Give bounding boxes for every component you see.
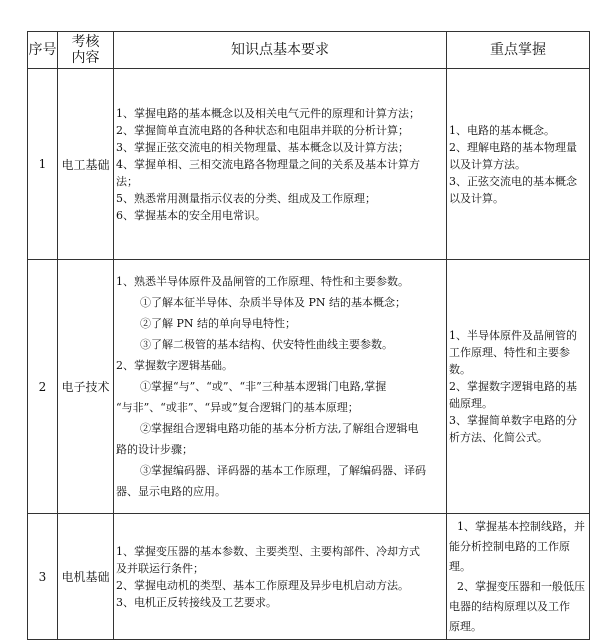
row-index: 2 [28, 260, 58, 514]
table-row [28, 260, 590, 514]
row-requirements [114, 514, 447, 640]
requirement-line: 2、掌握简单直流电路的各种状态和电阻串并联的分析计算； [116, 123, 409, 137]
key-point-line: 2、理解电路的基本物理量 [449, 140, 577, 154]
key-point-line: 3、掌握简单数字电路的分 [449, 414, 577, 427]
requirement-line: “与非”、“或非”、“异或”复合逻辑门的基本原理； [116, 401, 359, 414]
row-key-points [447, 69, 590, 260]
key-point-line: 1、掌握基本控制线路，并 [457, 519, 585, 533]
table-row [28, 69, 590, 260]
requirement-line: 4、掌握单相、三相交流电路各物理量之间的关系及基本计算方 [116, 157, 420, 171]
header-index: 序号 [28, 32, 58, 69]
requirement-line: 1、熟悉半导体原件及晶闸管的工作原理、特性和主要参数。 [116, 275, 409, 288]
exam-syllabus-table [27, 31, 590, 640]
requirement-line: 5、熟悉常用测量指示仪表的分类、组成及工作原理； [116, 191, 376, 205]
table-row [28, 514, 590, 640]
key-point-line: 2、掌握变压器和一般低压 [457, 579, 585, 593]
key-point-line: 以及计算方法。 [449, 157, 526, 171]
key-point-line: 数。 [449, 363, 471, 376]
row-index: 3 [28, 514, 58, 640]
key-point-line: 能分析控制电路的工作原 [449, 539, 570, 553]
requirement-line: 法； [116, 174, 138, 188]
row-topic: 电子技术 [58, 260, 114, 514]
row-topic: 电机基础 [58, 514, 114, 640]
key-point-line: 础原理。 [449, 397, 493, 410]
row-index: 1 [28, 69, 58, 260]
header-exam-content-line: 考核 [71, 34, 100, 50]
requirement-line: ②掌握组合逻辑电路功能的基本分析方法,了解组合逻辑电 [140, 422, 419, 435]
requirement-line: 器、显示电路的应用。 [116, 485, 226, 498]
key-point-line: 电器的结构原理以及工作 [449, 599, 570, 613]
header-key-points: 重点掌握 [447, 32, 590, 69]
requirement-line: 6、掌握基本的安全用电常识。 [116, 208, 266, 222]
header-row [28, 32, 590, 69]
requirement-line: ①了解本征半导体、杂质半导体及 PN 结的基本概念； [140, 296, 407, 309]
requirement-line: 1、掌握电路的基本概念以及相关电气元件的原理和计算方法； [116, 106, 420, 120]
requirement-line: 3、掌握正弦交流电的相关物理量、基本概念以及计算方法； [116, 140, 409, 154]
row-requirements [114, 69, 447, 260]
requirement-line: 1、掌握变压器的基本参数、主要类型、主要构部件、冷却方式 [116, 544, 420, 558]
key-point-line: 1、电路的基本概念。 [449, 123, 555, 137]
requirement-line: ③了解二极管的基本结构、伏安特性曲线主要参数。 [140, 338, 393, 351]
requirement-line: ①掌握“与”、“或”、“非”三种基本逻辑门电路,掌握 [140, 380, 387, 393]
key-point-line: 理。 [449, 559, 471, 573]
row-key-points [447, 514, 590, 640]
requirement-line: ②了解 PN 结的单向导电特性； [140, 317, 297, 330]
requirement-line: 2、掌握数字逻辑基础。 [116, 359, 233, 372]
requirement-line: 3、电机正反转接线及工艺要求。 [116, 595, 277, 609]
key-point-line: 析方法、化简公式。 [449, 431, 548, 444]
key-point-line: 工作原理、特性和主要参 [449, 346, 570, 359]
key-point-line: 2、掌握数字逻辑电路的基 [449, 380, 577, 393]
row-key-points [447, 260, 590, 514]
key-point-line: 1、半导体原件及晶闸管的 [449, 329, 577, 342]
requirement-line: 路的设计步骤； [116, 443, 193, 456]
row-requirements [114, 260, 447, 514]
header-exam-content-line: 内容 [71, 50, 100, 66]
requirement-line: 及并联运行条件； [116, 561, 204, 575]
requirement-line: 2、掌握电动机的类型、基本工作原理及异步电机启动方法。 [116, 578, 409, 592]
requirement-line: ③掌握编码器、译码器的基本工作原理，了解编码器、译码 [140, 464, 426, 477]
header-requirements: 知识点基本要求 [114, 32, 447, 69]
key-point-line: 以及计算。 [449, 191, 504, 205]
key-point-line: 3、正弦交流电的基本概念 [449, 174, 577, 188]
row-topic: 电工基础 [58, 69, 114, 260]
header-exam-content [58, 32, 114, 69]
key-point-line: 原理。 [449, 619, 482, 633]
